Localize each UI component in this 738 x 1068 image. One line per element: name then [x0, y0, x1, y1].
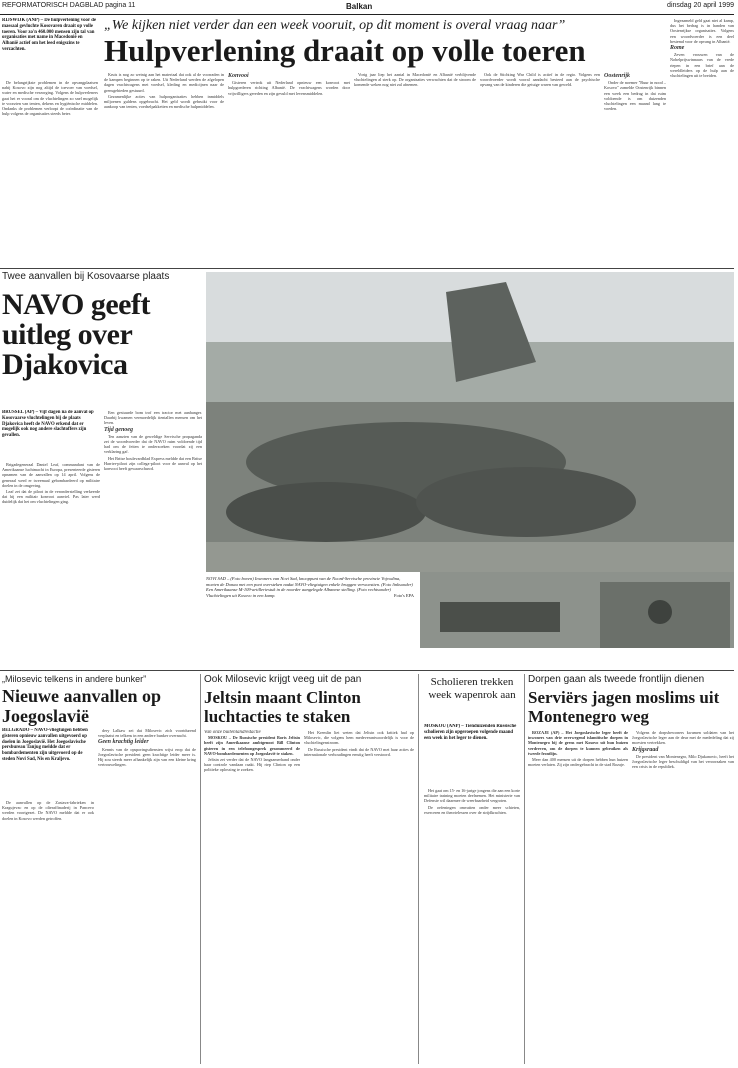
jeltsin-body: Jeltsin zei verder dat de NAVO langzamerhand onder haar controle vandaan raakt. Hij riep Clinton op een politieke oplossing te zoeken. [204, 757, 300, 773]
dorpen-sub: Krijgsraad [632, 746, 659, 753]
top-story-body3: Gezamenlijke acties van hulporganisaties hebben inmiddels miljoenen guldens opgebracht. Het geld wordt gebruikt voor de aankoop van tenten, voedselpakketten en medische hulpmiddelen. [104, 93, 224, 110]
scholieren-col [424, 788, 520, 1064]
jeltsin-lead: MOSKOU – De Russische president Boris Jeltsin heeft zijn Amerikaanse ambtgenoot Bill Clinton gisteren in een telefoongesprek gesommeerd de NAVO-bombardementen op Joegoslavië te staken. [204, 735, 300, 756]
dorpen-col2 [632, 730, 734, 1064]
section-name: Balkan [346, 2, 373, 11]
top-story-quote: „We kijken niet verder dan een week vooruit, op dit moment is overal vraag naar” [104, 18, 566, 33]
navo-body: Brigadegeneraal Daniel Leaf, commandant van de Amerikaanse luchtmacht in Europa, presenteerde gisteren opnamen van de aanvallen op 14 april. Volgens de generaal werd er tweemaal gebombardeerd op militaire doelen in de omgeving. [2, 462, 100, 488]
jeltsin-col1 [204, 730, 300, 1064]
top-story-col5 [480, 72, 600, 264]
milosevic-col1 [2, 800, 94, 1062]
scholieren-body: Het gaat om 15- en 16-jarige jongens die aan een korte militaire training moeten deelnemen. Het ministerie van Defensie wil daarmee de weerbaarheid vergroten. [424, 788, 520, 804]
jeltsin-body2: Het Kremlin liet weten dat Jeltsin ook kritiek had op Milosevic, die volgens hem medeverantwoordelijk is voor de vluchtelingenstroom. [304, 730, 414, 746]
milosevic-body: De aanvallen op de Zastava-fabrieken in Kragujevac en op de olieraffinaderij in Pancevo werden voortgezet. De NAVO meldde dat er ook doelen in Kosovo werden getroffen. [2, 800, 94, 821]
navo-col2 [104, 410, 202, 666]
dorpen-headline: Serviërs jagen moslims uit Montenegro weg [528, 688, 720, 726]
navo-headline: NAVO geeft uitleg over Djakovica [2, 288, 150, 381]
top-story-col4 [354, 72, 476, 264]
top-story-body2: Kruis is nog zo weinig aan het materiaal dat ook al de voorraden in de kampen beginnen op te raken. Uit Nederland werden de afgelopen dagen vrachtwagens met voedsel, kleding en medicijnen naar de grensgebieden gestuurd. [104, 72, 224, 93]
issue-date: dinsdag 20 april 1999 [667, 2, 734, 9]
navo-body5: Het Britse boulevardblad Express meldde dat een Britse Harrier-piloot zijn collega-piloot voor de aanval op het konvooi heeft gewaarschuwd. [104, 455, 202, 472]
milosevic-sub: Geen krachtig leider [98, 739, 149, 746]
navo-kicker: Twee aanvallen bij Kosovaarse plaats [2, 271, 170, 282]
dorpen-kicker: Dorpen gaan als tweede frontlijn dienen [528, 674, 705, 685]
top-story-headline: Hulpverlening draait op volle toeren [104, 33, 586, 68]
jeltsin-body3: De Russische president vindt dat de NAVO met haar acties de internationale verhoudingen ernstig heeft verstoord. [304, 746, 414, 757]
jeltsin-col2 [304, 730, 414, 1064]
milosevic-body2: dery Lalkaw zei dat Milosevic zich voortdurend verplaatst en telkens in een andere bunker overnacht. [98, 728, 196, 739]
top-story-sub-oostenrijk: Oostenrijk [604, 73, 631, 79]
top-story-body4: Gisteren vertrok uit Nederland opnieuw een konvooi met hulpgoederen richting Albanië. De vrachtwagens worden door vrijwilligers gereden en zijn gevuld met levensmiddelen. [228, 80, 350, 96]
top-story-body6: Ook de Stichting War Child is actief in de regio. Volgens een woordvoerder wordt vooral aandacht besteed aan de psychische opvang van de kinderen die getuige waren van geweld. [480, 72, 600, 88]
scholieren-headline: Scholieren trekken week wapenrok aan [428, 676, 516, 701]
header-rule [0, 14, 734, 15]
section-divider-1 [0, 268, 734, 269]
photo-caption [206, 576, 414, 642]
top-story-body8: Ingezameld geld gaat niet al kamp, dus het bedrag is in handen van Oostenrijkse organisaties. Volgens een woordvoerder is een deel bestemd voor de opvang in Albanië. [670, 18, 734, 44]
navo-sub-tijd: Tijd genoeg [104, 426, 133, 433]
dorpen-body3: De president van Montenegro, Milo Djukanovic, heeft het Joegoslavische leger beschuldigd van het veroorzaken van een crisis in de republiek. [632, 753, 734, 770]
paper-name: REFORMATORISCH DAGBLAD pagina 11 [2, 2, 136, 9]
milosevic-headline: Nieuwe aanvallen op Joegoslavië [2, 686, 162, 726]
top-story-lead: RIJSWIJK (ANP) – De hulpverlening voor de massaal gevluchte Kosovaren draait op volle toeren. Voor zo'n 460.000 mensen zijn tal van organisaties met name in Macedonië en Albanië actief om het leed enigszins te verzachten. [2, 18, 96, 52]
column-rule-2 [418, 674, 419, 1064]
milosevic-body3: Kennis van de opsporingsdiensten wijst erop dat de Joegoslavische president geen krachtige leider meer is. Hij zou steeds meer afhankelijk zijn van een kleine kring vertrouwelingen. [98, 746, 196, 768]
column-rule-1 [200, 674, 201, 1064]
dorpen-lead: ROZAJE (AP) – Het Joegoslavische leger heeft de inwoners van drie overwegend islamitische dorpen in Montenegro bij de grens met Kosovo uit hun huizen verdreven, om de dorpen te kunnen gebruiken als tweede frontlijn. [528, 730, 628, 756]
top-story-col3 [228, 72, 350, 264]
section-divider-2 [0, 670, 734, 671]
top-story-col1 [2, 80, 98, 262]
top-story-body: De belangrijkste problemen in de opvangplaatsen nabij Kosovo zijn nog altijd de toevoer van voedsel, water en medische verzorging. Volgens de hulpverleners gaat het er vooral om de vluchtelingen zo snel mogelijk te voorzien van tenten, dekens en hygiënische middelen. Ondanks de problemen verloopt de coördinatie van de hulp volgens de organisaties steeds beter. [2, 80, 98, 117]
top-story-body9: Zeven vrouwen van de Nobelprijswinnaars van de vrede riepen in een brief aan de wereldleiders op de hulp aan de vluchtelingen uit te breiden. [670, 52, 734, 79]
navo-lead: BRUSSEL (AP) – Vijf dagen na de aanval op Kosovaarse vluchtelingen bij de plaats Djakovica heeft de NAVO erkend dat er mogelijk ook nog andere slachtoffers zijn gevallen. [2, 410, 94, 439]
dorpen-body2: Volgens de dorpsbewoners kwamen soldaten van het Joegoslavische leger aan de deur met de mededeling dat zij moesten vertrekken. [632, 730, 734, 746]
scholieren-body2: De oefeningen omvatten onder meer schieten, exerceren en theorielessen over de strijdkrachten. [424, 804, 520, 815]
top-story-body7: Onder de noemer "Buur in nood – Kosovo" zamelde Oostenrijk binnen een week een bedrag in dat ruim voldoende is om duizenden vluchtelingen een maand lang te voeden. [604, 80, 666, 112]
jeltsin-kicker: Ook Milosevic krijgt veeg uit de pan [204, 674, 362, 685]
jeltsin-byline: Van onze buitenlandredactie [204, 730, 261, 735]
top-story-sub-konvooi: Konvooi [228, 73, 249, 79]
column-rule-3 [524, 674, 525, 1064]
top-story-sub-rome: Rome [670, 45, 685, 52]
top-story-body5: Vorig jaar liep het aantal in Macedonië en Albanië verblijvende vluchtelingen al sterk op. De organisaties verwachten dat de stroom de komende weken nog niet zal afnemen. [354, 72, 476, 88]
dorpen-col1 [528, 730, 628, 1064]
top-story-col2 [104, 72, 224, 264]
milosevic-lead: BELGRADO – NAVO-vliegtuigen hebben gisteren opnieuw aanvallen uitgevoerd op doelen in Joegoslavië. Het Joegoslavische persbureau Tanjug meldde dat er bombardementen zijn uitgevoerd op de steden Novi Sad, Nis en Kraljevo. [2, 728, 88, 762]
milosevic-col2 [98, 728, 196, 1062]
navo-body3: Een gestuurde bom trof een tractor met aanhanger. Daarbij kwamen vermoedelijk tientallen mensen om het leven. [104, 410, 202, 426]
top-story-col6 [604, 72, 666, 264]
navo-col1 [2, 462, 100, 666]
navo-body2: Leaf zei dat de piloot in de veronderstelling verkeerde dat hij een militair konvooi aanviel. Pas later werd duidelijk dat het om vluchtelingen ging. [2, 489, 100, 505]
dorpen-body: Meer dan 400 mensen uit de dorpen hebben hun huizen moeten verlaten. Zij zijn ondergebracht in de stad Rozaje. [528, 757, 628, 768]
navo-body4: Ten aanzien van de geweldige Servische propaganda zei de woordvoerder dat de NAVO ruim voldoende tijd had om de feiten te onderzoeken voordat zij een verklaring gaf. [104, 433, 202, 455]
main-photo-ferry [206, 272, 734, 572]
photo-caption-text: NOVI SAD – (Foto boven) Inwoners van Novi Sad, knooppunt van de Noord-Servische provincie Vojvodina, moeten de Donau met een pont oversteken nadat NAVO-vliegtuigen enkele bruggen verwoestten. (Foto linksonder) Een Amerikaanse M-109-artilleriestuk in de noorder aangelegde Albanese stelling. (Foto rechtsonder) Vluchtelingen uit Kosovo in een kamp. [206, 576, 413, 598]
jeltsin-headline: Jeltsin maant Clinton luchtacties te staken [204, 688, 361, 726]
photo-artillery [420, 572, 734, 648]
scholieren-lead: MOSKOU (ANP) – Tienduizenden Russische scholieren zijn opgeroepen volgende maand een week in het leger te dienen. [424, 724, 517, 741]
top-story-col7 [670, 18, 734, 264]
photo-credit: Foto's EPA [393, 592, 414, 598]
milosevic-kicker: „Milosevic telkens in andere bunker” [2, 674, 147, 684]
